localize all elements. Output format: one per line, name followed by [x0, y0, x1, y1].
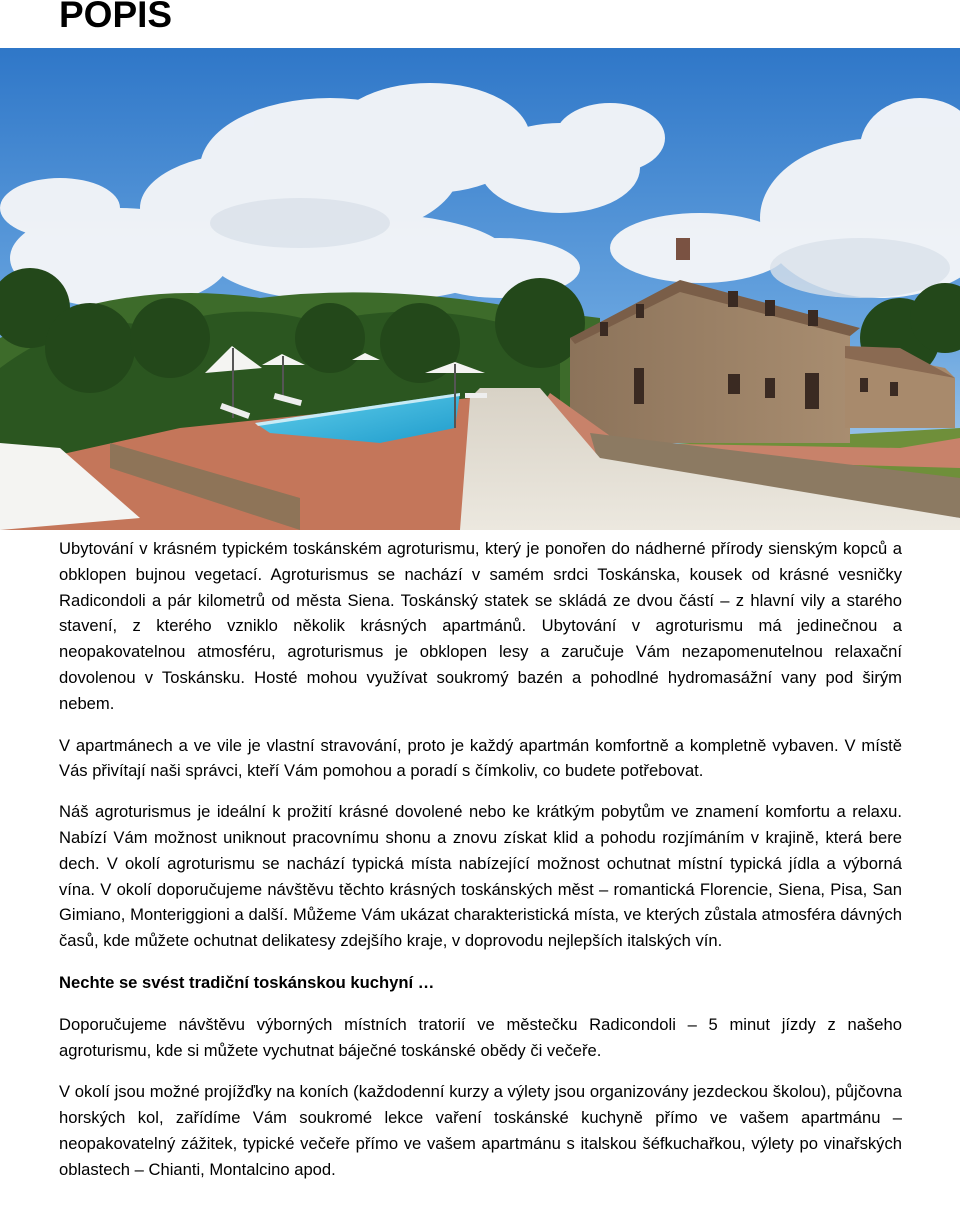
paragraph-trattorias: Doporučujeme návštěvu výborných místních tratorií ve městečku Radicondoli – 5 minut jízdy z našeho agroturismu, kde si můžete vychutnat báječné toskánské obědy či večeře.	[59, 1014, 902, 1060]
paragraph-activities: V okolí jsou možné projížďky na koních (každodenní kurzy a výlety jsou organizovány jezdeckou školou), půjčovna horských kol, zařídíme Vám soukromé lekce vaření toskánské kuchyně přímo ve vašem apartmánu – neopakovatelný zážitek, typické večeře přímo ve vašem apartmánu s italskou šéfkuchařkou, výlety po vinařských oblastech – Chianti, Montalcino apod.	[59, 1082, 902, 1179]
paragraph-intro: Ubytování v krásném typickém toskánském agroturismu, který je ponořen do nádherné přírody sienským kopců a obklopen bujnou vegetací. Agroturismus se nachází v samém srdci Toskánska, kousek od krásné vesničky Radicondoli a pár kilometrů od města Siena. Toskánský statek se skládá ze dvou částí – z hlavní vily a starého stavení, z kterého vzniklo několik krásných apartmánů. Ubytování v agroturismu má jedinečnou a neopakovatelnou atmosféru, agroturismus je obklopen lesy a zaručuje Vám nezapomenutelnou relaxační dovolenou v Toskánsku. Hosté mohou využívat soukromý bazén a pohodlné hydromasážní vany pod širým nebem.	[59, 539, 902, 713]
description-text	[59, 536, 902, 1183]
paragraph-surroundings: Náš agroturismus je ideální k prožití krásné dovolené nebo ke krátkým pobytům ve znamení komfortu a relaxu. Nabízí Vám možnost uniknout pracovnímu shonu a znovu získat klid a pohodu rozjímáním v krajině, která bere dech. V okolí agroturismu se nachází typická místa nabízející možnost ochutnat místní typická jídla a výborná vína. V okolí doporučujeme návštěvu těchto krásných toskánských měst – romantická Florencie, Siena, Pisa, San Gimiano, Monteriggioni a další. Můžeme Vám ukázat charakteristická místa, ve kterých zůstala atmosféra dávných časů, kde můžete ochutnat delikatesy zdejšího kraje, v doprovodu nejlepších italských vín.	[59, 802, 902, 951]
villa-pool-photo	[0, 48, 960, 530]
section-heading-cuisine: Nechte se svést tradiční toskánskou kuchyní …	[59, 972, 435, 992]
paragraph-apartments: V apartmánech a ve vile je vlastní stravování, proto je každý apartmán komfortně a kompletně vybaven. V místě Vás přivítají naši správci, kteří Vám pomohou a poradí s čímkoliv, co budete potřebovat.	[59, 735, 902, 781]
page-title: POPIS	[59, 0, 173, 35]
